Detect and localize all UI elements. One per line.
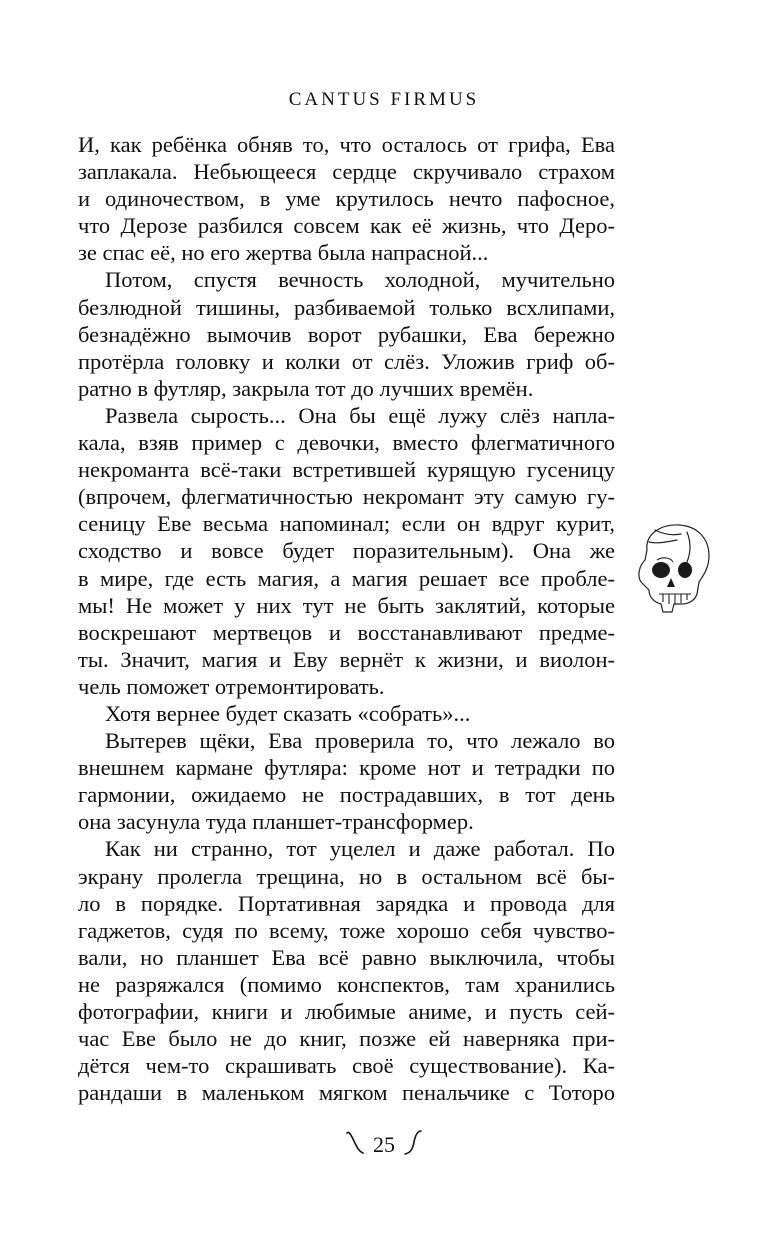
text-line: (впрочем, флегматичностью некромант эту самую гу-	[78, 484, 615, 510]
text-line: рандаши в маленьком мягком пенальчике с Тоторо	[78, 1080, 615, 1106]
text-line: сеницу Еве весьма напоминал; если он вдруг курит,	[78, 511, 615, 537]
text-line: некроманта всё-таки встретившей курящую гусеницу	[78, 457, 615, 483]
text-line: протёрла головку и колки от слёз. Уложив гриф об-	[78, 348, 615, 374]
paragraph	[78, 266, 615, 401]
skull-icon	[627, 520, 717, 620]
text-line: фотографии, книги и любимые аниме, и пусть сей-	[78, 999, 615, 1024]
text-line: И, как ребёнка обняв то, что осталось от грифа, Ева	[78, 132, 615, 157]
text-line: Потом, спустя вечность холодной, мучительно	[105, 267, 615, 293]
text-line: и одиночеством, в уме крутилось нечто пафосное,	[78, 186, 615, 212]
paragraph	[78, 700, 615, 727]
text-line: час Еве было не до книг, позже ей наверняка при-	[78, 1026, 615, 1052]
text-line: Развела сырость... Она бы ещё лужу слёз напла-	[105, 402, 615, 428]
text-line: безлюдной тишины, разбиваемой только всхлипами,	[78, 294, 615, 320]
text-line: экрану пролегла трещина, но в остальном всё бы-	[78, 863, 615, 889]
text-line: Вытерев щёки, Ева проверила то, что лежало во	[105, 728, 615, 754]
body-text	[78, 131, 615, 1106]
text-line: Как ни странно, тот уцелел и даже работал. По	[105, 836, 615, 862]
text-line: воскрешают мертвецов и восстанавливают предме-	[78, 619, 615, 645]
text-line: зе спас её, но его жертва была напрасной...	[78, 240, 489, 266]
text-line: гармонии, ожидаемо не пострадавших, в тот день	[78, 782, 615, 808]
text-line: заплакала. Небьющееся сердце скручивало страхом	[78, 159, 615, 185]
paragraph	[78, 835, 615, 1106]
running-title: CANTUS FIRMUS	[288, 89, 480, 110]
text-line: мы! Не может у них тут не быть заклятий, которые	[78, 592, 615, 618]
text-line: вали, но планшет Ева всё равно выключила, чтобы	[78, 944, 615, 970]
text-line: внешнем кармане футляра: кроме нот и тетрадки по	[78, 755, 615, 781]
text-line: сходство и вовсе будет поразительным). Она же	[78, 538, 615, 564]
swash-right-icon	[403, 1127, 423, 1157]
text-line: дётся чем-то скрашивать своё существование). Ка-	[78, 1053, 615, 1079]
text-line: ты. Значит, магия и Еву вернёт к жизни, и виолон-	[78, 646, 615, 672]
text-line: она засунула туда планшет-трансформер.	[78, 809, 474, 835]
text-line: чель поможет отремонтировать.	[78, 673, 385, 699]
paragraph	[78, 402, 615, 700]
text-line: Хотя вернее будет сказать «собрать»...	[105, 700, 471, 726]
text-line: безнадёжно вымочив ворот рубашки, Ева бережно	[78, 321, 615, 347]
text-line: что Дерозе разбился совсем как её жизнь, что Деро-	[78, 213, 615, 239]
paragraph	[78, 131, 615, 266]
text-line: ратно в футляр, закрыла тот до лучших времён.	[78, 375, 534, 401]
page-number: 25	[373, 1132, 395, 1157]
text-line: гаджетов, судя по всему, тоже хорошо себя чувство-	[78, 917, 615, 943]
page-footer	[0, 1122, 768, 1162]
text-line: в мире, где есть магия, а магия решает все пробле-	[78, 565, 615, 591]
text-line: не разряжался (помимо конспектов, там хранились	[78, 971, 615, 997]
text-line: ло в порядке. Портативная зарядка и провода для	[78, 890, 615, 916]
paragraph	[78, 727, 615, 835]
swash-left-icon	[345, 1127, 365, 1157]
text-line: кала, взяв пример с девочки, вместо флегматичного	[78, 430, 615, 456]
